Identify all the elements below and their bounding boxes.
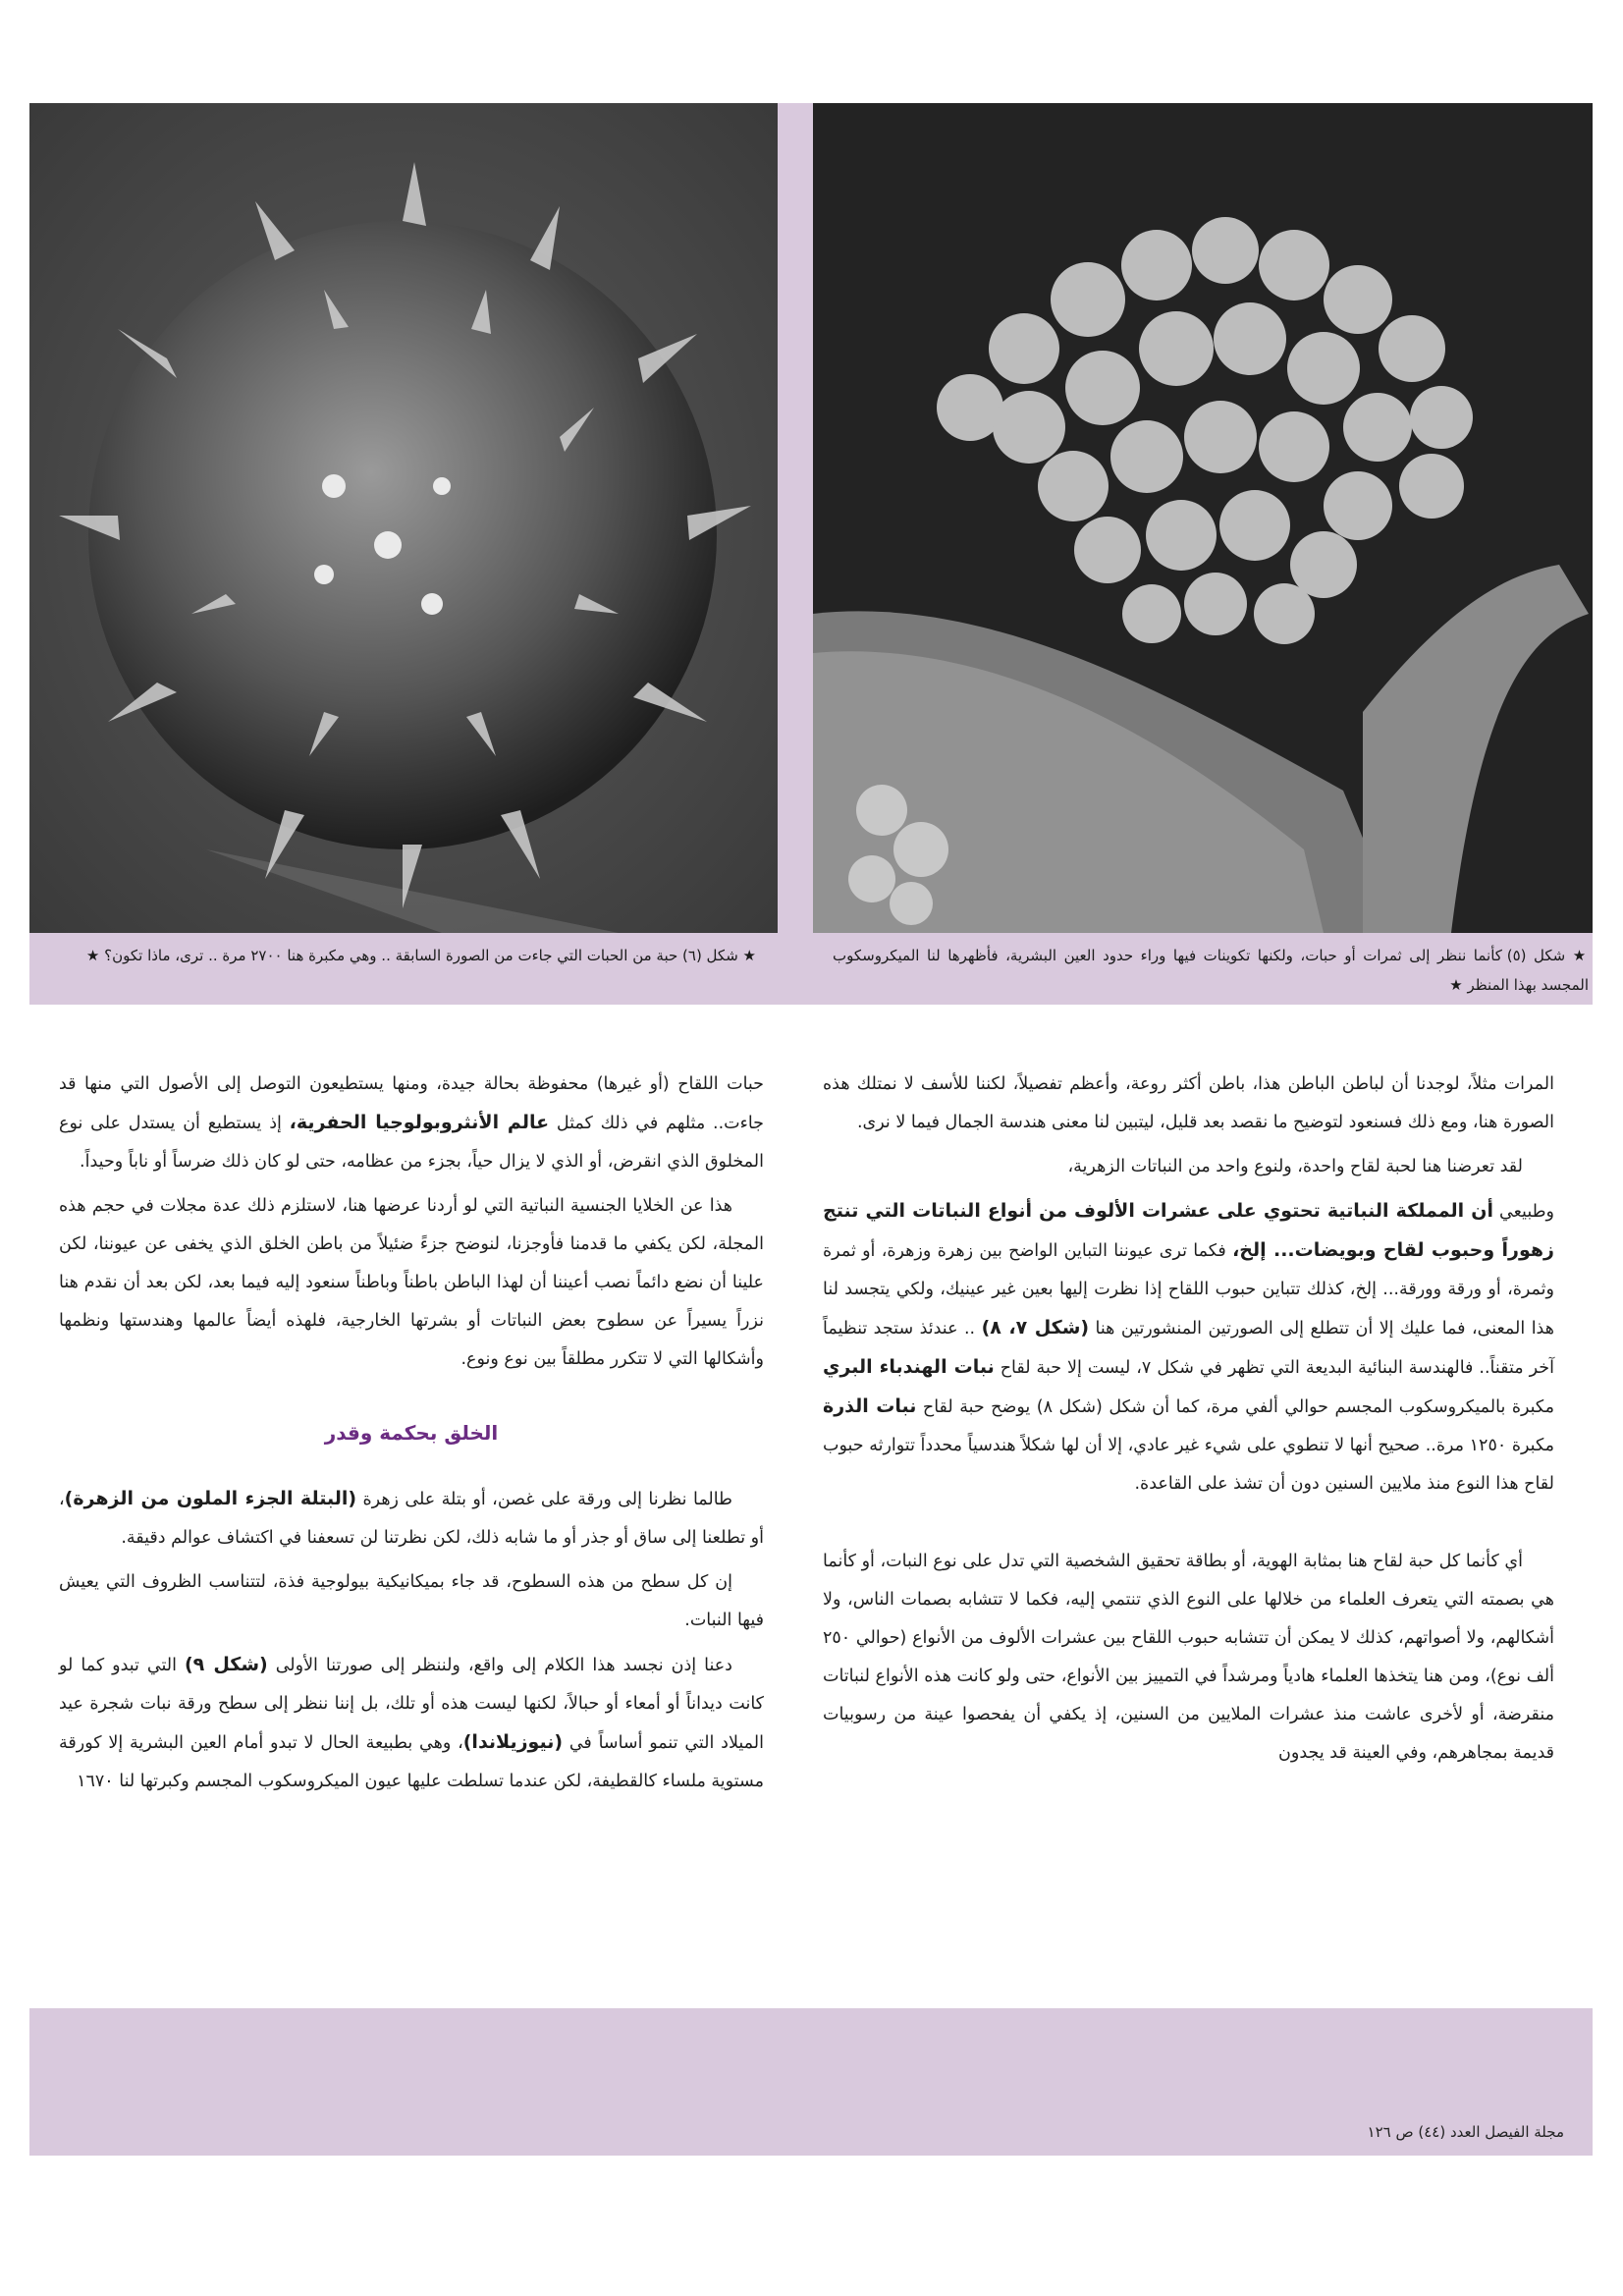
footer-band xyxy=(29,2008,1593,2156)
paragraph: المرات مثلاً، لوجدنا أن لباطن الباطن هذا، باطن أكثر روعة، وأعظم تفصيلاً، لكننا للأسف لا نمتلك هذه الصورة هنا، ومع ذلك فسنعود لتوضيح ما نقصد بعد قليل، ليتبين لنا معنى هندسة الجمال فيما لا نرى. xyxy=(823,1074,1554,1132)
text-run: إذ يستطيع أن يستدل على نوع المخلوق الذي انقرض، أو الذي لا يزال حياً، بجزء من عظامه، حتى لو كان ذلك ضرساً أو ناباً وحيداً. xyxy=(59,1114,764,1172)
bold-phrase: (البتلة الجزء الملون من الزهرة) xyxy=(64,1488,357,1509)
bold-phrase: عالم الأنثروبولوجيا الحفرية، xyxy=(289,1112,550,1133)
article-column-left xyxy=(59,1066,764,1807)
text-run: التي تبدو كما لو كانت ديداناً أو أمعاء أو حبالاً، لكنها ليست هذه أو تلك، بل إننا ننظر إلى سطح ورقة نبات شجرة عيد الميلاد التي تنمو أساساً في xyxy=(59,1656,764,1753)
text-run: مكبرة ١٢٥٠ مرة.. صحيح أنها لا تنطوي على شيء غير عادي، إلا أن لها شكلاً هندسياً محدداً تتوارثه حبوب لقاح هذا النوع منذ ملايين السنين دون أن تشذ على القاعدة. xyxy=(823,1436,1554,1494)
paragraph: هذا عن الخلايا الجنسية النباتية التي لو أردنا عرضها هنا، لاستلزم ذلك عدة مجلات في حجم هذه المجلة، لكن يكفي ما قدمنا فأوجزنا، لنوضح جزءً ضئيلاً من باطن الخلق الذي يخفى عن عيوننا، لكن علينا أن نضع دائماً نصب أعيننا أن لهذا الباطن باطناً وباطناً سنعود إليه فيما بعد، لكن بعد أن نقدم هنا نزراً يسيراً عن سطوح بعض النباتات أو بشرتها الخارجية، فلهذه أيضاً عالمها وهندستها ونظمها وأشكالها التي لا تتكرر مطلقاً بين نوع ونوع. xyxy=(59,1196,764,1369)
text-run: دعنا إذن نجسد هذا الكلام إلى واقع، ولننظر إلى صورتنا الأولى xyxy=(275,1656,732,1675)
paragraph xyxy=(59,1480,764,1558)
paragraph: إن كل سطح من هذه السطوح، قد جاء بميكانيكية بيولوجية فذة، لتتناسب الظروف التي يعيش فيها النبات. xyxy=(59,1572,764,1630)
figure-5-anther-pollen-photo xyxy=(813,103,1593,933)
text-run: ، وهي بطبيعة الحال لا تبدو أمام العين البشرية إلا كورقة مستوية ملساء كالقطيفة، لكن عندما تسلطت عليها عيون الميكروسكوب المجسم وكبرتها لنا ١٦٧٠ xyxy=(59,1733,764,1791)
figure-6-pollen-grain-photo xyxy=(29,103,778,933)
figure-6-caption: ★ شكل (٦) حبة من الحبات التي جاءت من الصورة السابقة .. وهي مكبرة هنا ٢٧٠٠ مرة .. ترى، ماذا تكون؟ ★ xyxy=(85,947,756,964)
figure-reference: (شكل ٧، ٨) xyxy=(981,1317,1090,1339)
figure-5-caption: ★ شكل (٥) كأنما ننظر إلى ثمرات أو حبات، ولكنها تكوينات فيها وراء حدود العين البشرية، فأظهرها لنا الميكروسكوب المجسد بهذا المنظر ★ xyxy=(833,947,1589,994)
text-run: ، أو تطلعنا إلى ساق أو جذر أو ما شابه ذلك، لكن نظرتنا لن تسعفنا في اكتشاف عوالم دقيقة. xyxy=(59,1490,764,1548)
paragraph: لقد تعرضنا هنا لحبة لقاح واحدة، ولنوع واحد من النباتات الزهرية، xyxy=(1067,1157,1523,1176)
bold-phrase: نبات الذرة xyxy=(823,1395,917,1417)
text-run: فكما ترى عيوننا التباين الواضح بين زهرة وزهرة، أو ثمرة وثمرة، أو ورقة وورقة... إلخ، كذلك تتباين حبوب اللقاح إذا نظرت إليها بعين غير عينيك، ولكي يتجسد لنا هذا المعنى، فما عليك إلا أن تتطلع إلى الصورتين المنشورتين هنا xyxy=(823,1241,1554,1339)
paragraph xyxy=(823,1192,1554,1503)
paragraph: أي كأنما كل حبة لقاح هنا بمثابة الهوية، أو بطاقة تحقيق الشخصية التي تدل على نوع النبات، أو كأنما هي بصمته التي يتعرف العلماء من خلالها على النوع الذي تنتمي إليه، فكما لا تتشابه بصمات الناس، ولا أشكالهم، ولا أصواتهم، كذلك لا يمكن أن تتشابه حبوب اللقاح بين عشرات الألوف من الأنواع (حوالي ٢٥٠ ألف نوع)، ومن هنا يتخذها العلماء هادياً ومرشداً في التمييز بين الأنواع، حتى ولو كانت هذه الأنواع لنباتات منقرضة، أو لأخرى عاشت منذ عشرات الملايين من السنين، إذ يكفي أن يفحصوا عينة من رسوبيات قديمة بمجاهرهم، وفي العينة قد يجدون xyxy=(823,1552,1554,1763)
text-run: مكبرة بالميكروسكوب المجسم حوالي ألفي مرة، كما أن شكل (شكل ٨) يوضح حبة لقاح xyxy=(922,1397,1554,1417)
section-heading: الخلق بحكمة وقدر xyxy=(324,1421,499,1445)
figure-reference: (شكل ٩) xyxy=(184,1654,268,1675)
bold-phrase: نبات الهندباء البري xyxy=(823,1356,995,1378)
paragraph xyxy=(59,1066,764,1181)
bold-phrase: (نيوزيلاندا) xyxy=(462,1731,564,1753)
article-column-right xyxy=(823,1066,1554,1778)
bold-phrase: أن المملكة النباتية تحتوي على عشرات الألوف من أنواع النباتات التي تنتج زهوراً وحبوب لقاح وبويضات... إلخ، xyxy=(823,1200,1554,1261)
text-run: حبات اللقاح (أو غيرها) محفوظة بحالة جيدة، ومنها يستطيعون التوصل إلى الأصول التي منها قد جاءت.. مثلهم في ذلك كمثل xyxy=(59,1074,764,1133)
text-run: طالما نظرنا إلى ورقة على غصن، أو بتلة على زهرة xyxy=(362,1490,732,1509)
text-run: .. عندئذ ستجد تنظيماً آخر متقناً.. فالهندسة البنائية البديعة التي تظهر في شكل ٧، ليست إلا حبة لقاح xyxy=(823,1319,1554,1378)
text-run: وطبيعي xyxy=(1492,1202,1554,1222)
page-footer: مجلة الفيصل العدد (٤٤) ص ١٢٦ xyxy=(1367,2123,1564,2141)
paragraph xyxy=(59,1646,764,1801)
